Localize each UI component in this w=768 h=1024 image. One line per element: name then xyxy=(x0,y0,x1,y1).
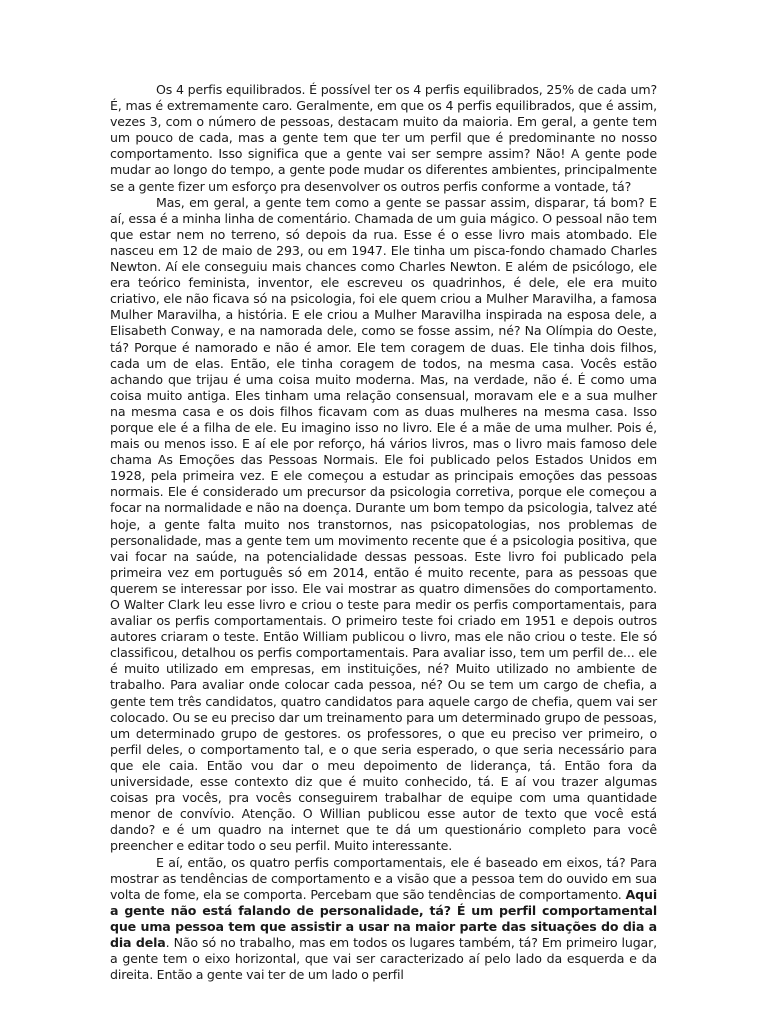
paragraph-eixos-bold: Aqui a gente não está falando de personalidade, tá? É um perfil comportamental que uma pessoa tem que assistir a usar na maior parte das situações do dia a dia dela xyxy=(110,886,657,950)
paragraph-eixos xyxy=(110,855,657,984)
paragraph-eixos-intro: E aí, então, os quatro perfis comportamentais, ele é baseado em eixos, tá? Para mostrar as tendências de comportamento e a visão que a pessoa tem do ouvido em sua volta de fome, ela se comporta. Percebam que são tendências de comportamento. xyxy=(110,854,657,902)
paragraph-eixos-continuation: . Não só no trabalho, mas em todos os lugares também, tá? Em primeiro lugar, a gente tem o eixo horizontal, que vai ser caracterizado aí pelo lado da esquerda e da direita. Então a gente vai ter de um lado o perfil xyxy=(110,934,658,983)
paragraph-perfis-equilibrados: Os 4 perfis equilibrados. É possível ter os 4 perfis equilibrados, 25% de cada um? É, mas é extremamente caro. Geralmente, em que os 4 perfis equilibrados, que é assim, vezes 3, com o número de pessoas, destacam muito da maioria. Em geral, a gente tem um pouco de cada, mas a gente tem que ter um perfil que é predominante no nosso comportamento. Isso significa que a gente vai ser sempre assim? Não! A gente pode mudar ao longo do tempo, a gente pode mudar os diferentes ambientes, principalmente se a gente fizer um esforço pra desenvolver os outros perfis conforme a vontade, tá? xyxy=(110,82,657,194)
document-page xyxy=(110,82,657,983)
paragraph-historia-autor: Mas, em geral, a gente tem como a gente se passar assim, disparar, tá bom? E aí, essa é a minha linha de comentário. Chamada de um guia mágico. O pessoal não tem que estar nem no terreno, só depois da rua. Esse é o esse livro mais atombado. Ele nasceu em 12 de maio de 293, ou em 1947. Ele tinha um pisca-fondo chamado Charles Newton. Aí ele conseguiu mais chances como Charles Newton. E além de psicólogo, ele era teórico feminista, inventor, ele escreveu os quadrinhos, é dele, ele era muito criativo, ele não ficava só na psicologia, foi ele quem criou a Mulher Maravilha, a famosa Mulher Maravilha, a história. E ele criou a Mulher Maravilha inspirada na esposa dele, a Elisabeth Conway, e na namorada dele, como se fosse assim, né? Na Olímpia do Oeste, tá? Porque é namorado e não é amor. Ele tem coragem de duas. Ele tinha dois filhos, cada um de elas. Então, ele tinha coragem de todos, na mesma casa. Vocês estão achando que trijau é uma coisa muito moderna. Mas, na verdade, não é. É como uma coisa muito antiga. Eles tinham uma relação consensual, moravam ele e a sua mulher na mesma casa e os dois filhos ficavam com as duas mulheres na mesma casa. Isso porque ele é a filha de ele. Eu imagino isso no livro. Ele é a mãe de uma mulher. Pois é, mais ou menos isso. E aí ele por reforço, há vários livros, mas o livro mais famoso dele chama As Emoções das Pessoas Normais. Ele foi publicado pelos Estados Unidos em 1928, pela primeira vez. E ele começou a estudar as principais emoções das pessoas normais. Ele é considerado um precursor da psicologia corretiva, porque ele começou a focar na normalidade e não na doença. Durante um bom tempo da psicologia, talvez até hoje, a gente falta muito nos transtornos, nas psicopatologias, nos problemas de personalidade, mas a gente tem um movimento recente que é a psicologia positiva, que vai focar na saúde, na potencialidade dessas pessoas. Este livro foi publicado pela primeira vez em português só em 2014, então é muito recente, para as pessoas que querem se interessar por isso. Ele vai mostrar as quatro dimensões do comportamento. O Walter Clark leu esse livro e criou o teste para medir os perfis comportamentais, para avaliar os perfis comportamentais. O primeiro teste foi criado em 1951 e depois outros autores criaram o teste. Então William publicou o livro, mas ele não criou o teste. Ele só classificou, detalhou os perfis comportamentais. Para avaliar isso, tem um perfil de... ele é muito utilizado em empresas, em instituições, né? Muito utilizado no ambiente de trabalho. Para avaliar onde colocar cada pessoa, né? Ou se tem um cargo de chefia, a gente tem três candidatos, quatro candidatos para aquele cargo de chefia, quem vai ser colocado. Ou se eu preciso dar um treinamento para um determinado grupo de pessoas, um determinado grupo de gestores. os professores, o que eu preciso ver primeiro, o perfil deles, o comportamento tal, e o que seria esperado, o que seria necessário para que ele caia. Então vou dar o meu depoimento de liderança, tá. Então fora da universidade, esse contexto diz que é muito conhecido, tá. E aí vou trazer algumas coisas pra vocês, pra vocês conseguirem trabalhar de equipe com uma quantidade menor de convívio. Atenção. O Willian publicou esse autor de texto que você está dando? e é um quadro na internet que te dá um questionário completo para você preencher e editar todo o seu perfil. Muito interessante. xyxy=(110,194,657,854)
